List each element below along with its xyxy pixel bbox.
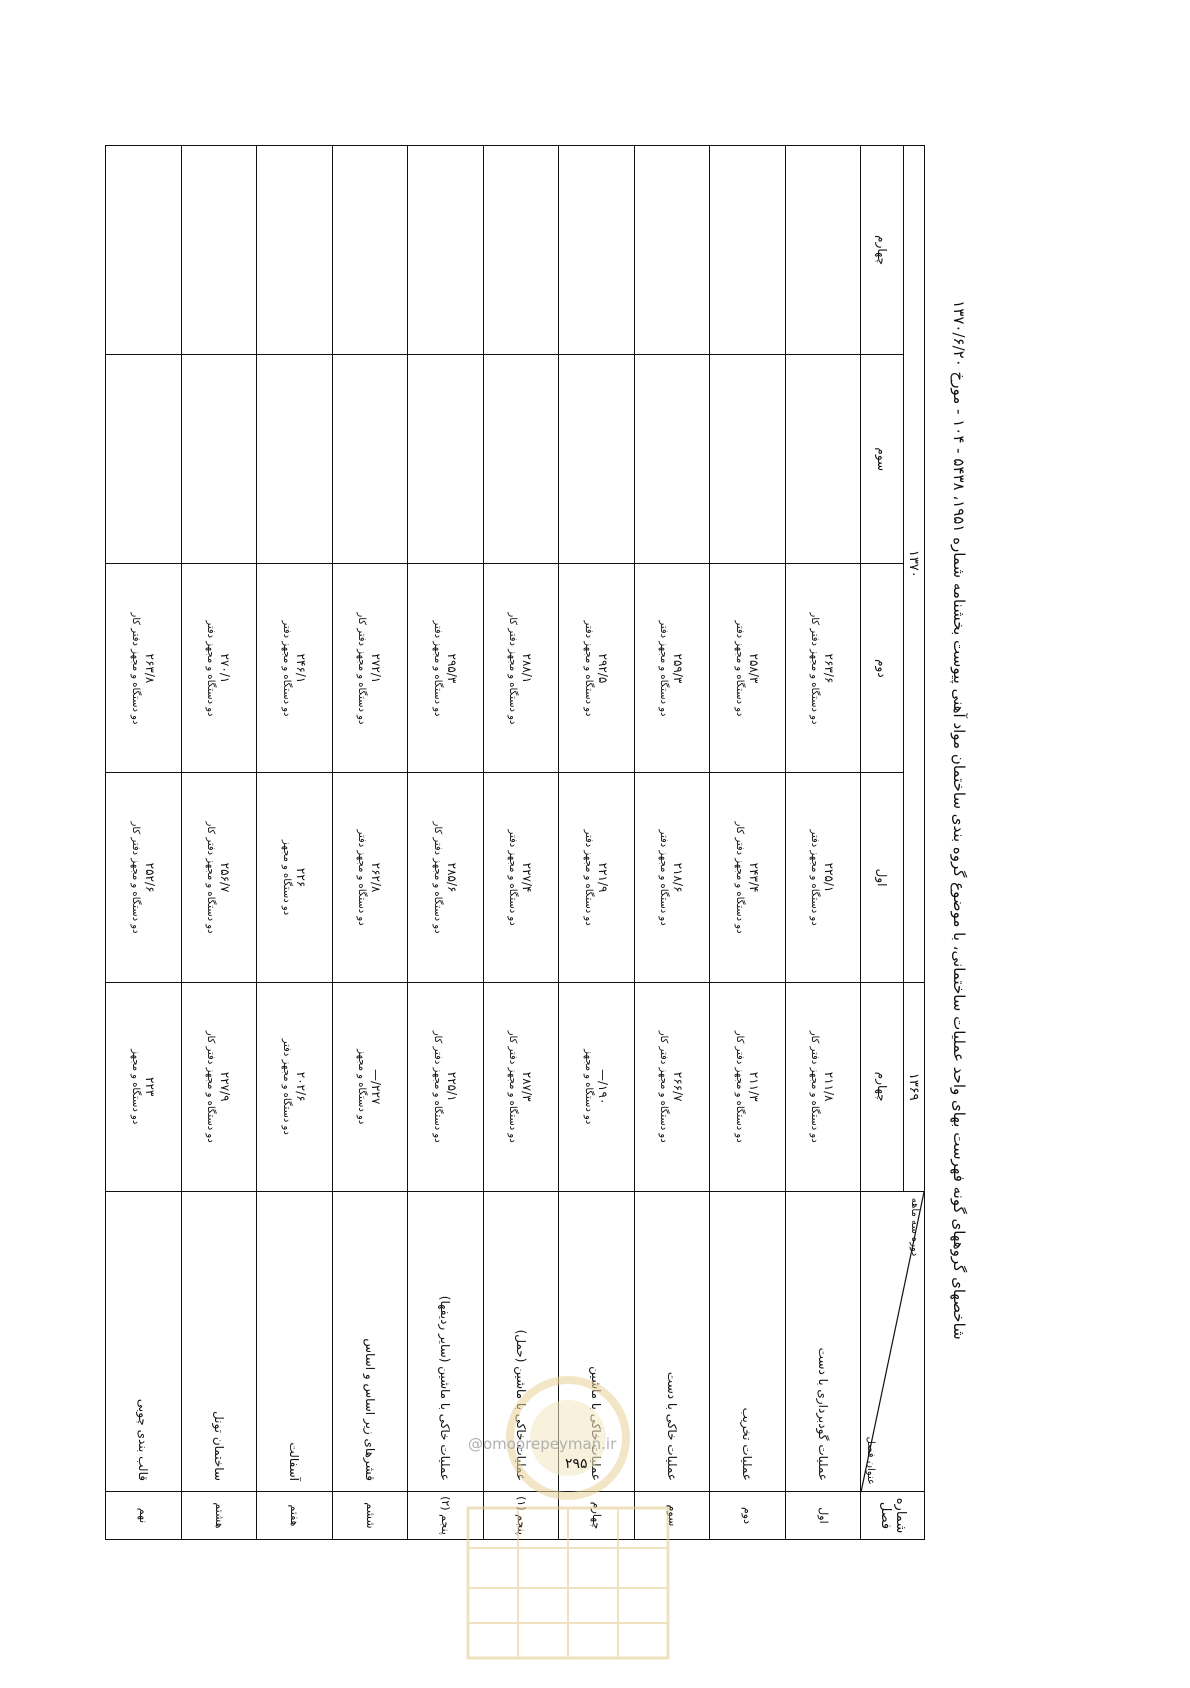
index-value: ۲۷۲/۱ xyxy=(369,653,384,684)
index-cell xyxy=(106,146,182,355)
quarter-header: چهارم xyxy=(861,982,904,1191)
index-note: دو دستگاه و مجهز دفتر کار xyxy=(205,1030,217,1143)
index-cell xyxy=(181,982,257,1191)
chapter-number: هفتم xyxy=(257,1491,333,1539)
diagonal-line xyxy=(861,1192,924,1491)
index-note: دو دستگاه و مجهز دفتر xyxy=(733,620,745,717)
index-note: دو دستگاه و مجهز دفتر xyxy=(280,620,292,717)
index-cell xyxy=(332,355,408,564)
table-row xyxy=(257,146,333,1540)
index-note: دو دستگاه و مجهز دفتر xyxy=(809,829,821,926)
index-value: ۲۸۵/۶ xyxy=(444,862,459,893)
chapter-number: چهارم xyxy=(559,1491,635,1539)
index-note: دو دستگاه و مجهز دفتر کار xyxy=(431,1030,443,1143)
index-cell xyxy=(408,146,484,355)
index-note: دو دستگاه و مجهز دفتر xyxy=(356,829,368,926)
index-cell xyxy=(257,355,333,564)
index-note: دو دستگاه و مجهز دفتر xyxy=(205,620,217,717)
index-cell xyxy=(785,355,861,564)
chapter-title: قالب بندی چوبی xyxy=(106,1191,182,1491)
index-note: دو دستگاه و مجهز دفتر کار xyxy=(507,612,519,725)
index-value: ۲۰۲/۶ xyxy=(293,1071,308,1102)
index-cell xyxy=(408,773,484,982)
index-value: ۲۲۷/— xyxy=(369,1069,384,1105)
index-value: ۲۲۷/۹ xyxy=(218,1071,233,1102)
index-note: دو دستگاه و مجهز دفتر کار xyxy=(205,821,217,934)
index-cell xyxy=(710,146,786,355)
index-cell xyxy=(785,146,861,355)
index-cell xyxy=(710,355,786,564)
table-row xyxy=(634,146,710,1540)
table-row xyxy=(106,146,182,1540)
table-row xyxy=(559,146,635,1540)
index-note: دو دستگاه و مجهز دفتر xyxy=(582,829,594,926)
index-value: ۲۹۵/۳ xyxy=(444,653,459,684)
index-note: دو دستگاه و مجهز دفتر کار xyxy=(809,612,821,725)
chapter-title: عملیات گودبرداری با دست xyxy=(785,1191,861,1491)
index-cell xyxy=(332,982,408,1191)
table-row xyxy=(181,146,257,1540)
index-value: ۲۲۳ xyxy=(142,1077,157,1097)
chapter-number: ششم xyxy=(332,1491,408,1539)
chapter-number: دوم xyxy=(710,1491,786,1539)
index-note: دو دستگاه و مجهز xyxy=(280,839,292,916)
index-value: ۲۴۳/۴ xyxy=(746,862,761,893)
index-note: دو دستگاه و مجهز دفتر کار xyxy=(507,1030,519,1143)
index-cell xyxy=(181,773,257,982)
index-note: دو دستگاه و مجهز دفتر کار xyxy=(431,821,443,934)
index-value: ۲۸۷/۳ xyxy=(520,1071,535,1102)
index-value: ۲۷۰/۱ xyxy=(218,653,233,684)
index-cell xyxy=(257,564,333,773)
index-cell xyxy=(634,146,710,355)
year-1369-label: ۱۳۶۹ xyxy=(906,1072,922,1101)
index-value: ۲۶۳/۸ xyxy=(142,653,157,684)
quarter-header: اول xyxy=(861,773,904,982)
watermark-logo xyxy=(448,1368,698,1688)
index-value: ۲۲۷/۴ xyxy=(520,862,535,893)
index-note: دو دستگاه و مجهز دفتر کار xyxy=(658,1030,670,1143)
index-cell xyxy=(634,773,710,982)
chapter-title: قشرهای زیر اساس و اساس xyxy=(332,1191,408,1491)
index-note: دو دستگاه و مجهز xyxy=(582,1049,594,1125)
index-cell xyxy=(106,564,182,773)
index-note: دو دستگاه و مجهز xyxy=(356,1049,368,1125)
index-cell xyxy=(483,355,559,564)
index-value: ۲۲۱/۹ xyxy=(595,862,610,893)
index-cell xyxy=(332,564,408,773)
index-cell xyxy=(559,564,635,773)
index-cell xyxy=(483,982,559,1191)
index-cell xyxy=(710,982,786,1191)
chapter-title: عملیات خاکی با دست xyxy=(634,1191,710,1491)
index-cell xyxy=(785,564,861,773)
chapter-number: پنجم (۲) xyxy=(408,1491,484,1539)
year-1369 xyxy=(903,982,924,1191)
index-cell xyxy=(785,773,861,982)
chapter-title: ساختمان تونل xyxy=(181,1191,257,1491)
document-title: شاخصهای گروههای گونه فهرست بهای واحد عملیات ساختمانی، با موضوع گروه بندی ساختمان مواد آهنی پیوست بخشنامه شماره ۱۹۵۱، ۵۴۳۸ - ۱۰۴ - مورخ ۱۳۷۰/۶/۲۰ xyxy=(950,300,968,1340)
index-cell xyxy=(257,146,333,355)
index-note: دو دستگاه و مجهز دفتر کار xyxy=(129,612,141,725)
chapter-title: عملیات خاکی با ماشین (سایر ردیفها) xyxy=(408,1191,484,1491)
table-row xyxy=(332,146,408,1540)
index-cell xyxy=(257,773,333,982)
index-value: ۲۶۳/۶ xyxy=(822,653,837,684)
year-row xyxy=(903,146,924,1540)
header-chapter-number-label: شماره فصل xyxy=(877,1497,908,1534)
index-value: ۲۵۸/۳ xyxy=(746,653,761,684)
index-cell xyxy=(408,982,484,1191)
index-value: ۲۵۲/۶ xyxy=(142,862,157,893)
index-value: ۲۶۶/۷ xyxy=(671,1071,686,1102)
quarter-header: دوم xyxy=(861,564,904,773)
index-note: دو دستگاه و مجهز دفتر xyxy=(280,1038,292,1135)
chapter-title: عملیات خاکی با ماشین (حمل) xyxy=(483,1191,559,1491)
index-value: ۲۹۲/۵ xyxy=(595,653,610,684)
quarter-header: سوم xyxy=(861,355,904,564)
chapter-number: هشتم xyxy=(181,1491,257,1539)
index-note: دو دستگاه و مجهز دفتر xyxy=(658,829,670,926)
quarter-header: چهارم xyxy=(861,146,904,355)
index-cell xyxy=(106,982,182,1191)
index-cell xyxy=(106,355,182,564)
index-table xyxy=(105,145,925,1540)
index-note: دو دستگاه و مجهز دفتر xyxy=(507,829,519,926)
index-cell xyxy=(785,982,861,1191)
index-cell xyxy=(634,564,710,773)
header-corner-period: دوره سه ماهه xyxy=(909,1197,920,1257)
chapter-number: اول xyxy=(785,1491,861,1539)
header-chapter-number xyxy=(861,1491,925,1539)
header-corner xyxy=(861,1191,925,1491)
index-value: ۲۱۱/۳ xyxy=(746,1071,761,1102)
index-cell xyxy=(181,355,257,564)
index-cell xyxy=(559,146,635,355)
index-cell xyxy=(257,982,333,1191)
index-cell xyxy=(559,773,635,982)
index-value: ۲۶۲/۸ xyxy=(369,862,384,893)
chapter-number: نهم xyxy=(106,1491,182,1539)
table-row xyxy=(785,146,861,1540)
index-note: دو دستگاه و مجهز دفتر کار xyxy=(129,821,141,934)
index-cell xyxy=(634,982,710,1191)
index-value: ۲۴۶/۱ xyxy=(293,653,308,684)
table-row xyxy=(483,146,559,1540)
index-value: ۲۱۱/۸ xyxy=(822,1071,837,1102)
index-cell xyxy=(408,564,484,773)
index-cell xyxy=(559,355,635,564)
index-note: دو دستگاه و مجهز xyxy=(129,1049,141,1125)
year-1370 xyxy=(903,146,924,983)
index-value: ۲۲۵/۱ xyxy=(822,862,837,893)
index-cell xyxy=(408,355,484,564)
chapter-title: آسفالت xyxy=(257,1191,333,1491)
index-value: ۲۲۵/۱ xyxy=(444,1071,459,1102)
chapter-number: سوم xyxy=(634,1491,710,1539)
index-note: دو دستگاه و مجهز دفتر کار xyxy=(733,1030,745,1143)
index-cell xyxy=(634,355,710,564)
index-cell xyxy=(559,982,635,1191)
index-value: ۲۲۶ xyxy=(293,867,308,888)
index-note: دو دستگاه و مجهز دفتر کار xyxy=(356,612,368,725)
index-cell xyxy=(483,773,559,982)
index-cell xyxy=(710,564,786,773)
index-note: دو دستگاه و مجهز دفتر xyxy=(431,620,443,717)
chapter-number: پنجم (۱) xyxy=(483,1491,559,1539)
table-row xyxy=(710,146,786,1540)
index-cell xyxy=(483,564,559,773)
year-1370-label: ۱۳۷۰ xyxy=(906,549,922,578)
index-cell xyxy=(332,146,408,355)
page-number: ۲۹۵ xyxy=(565,1456,588,1472)
index-cell xyxy=(710,773,786,982)
watermark-text: @omoorepeyman.ir xyxy=(468,1435,617,1453)
header-corner-title: عنوان فصل xyxy=(865,1436,877,1485)
index-cell xyxy=(181,146,257,355)
index-cell xyxy=(181,564,257,773)
index-note: دو دستگاه و مجهز دفتر xyxy=(582,620,594,717)
index-cell xyxy=(106,773,182,982)
index-cell xyxy=(332,773,408,982)
index-note: دو دستگاه و مجهز دفتر xyxy=(658,620,670,717)
index-value: ۲۱۸/۶ xyxy=(671,862,686,893)
table-body xyxy=(106,146,861,1540)
index-value: ۲۵۹/۳ xyxy=(671,653,686,684)
index-value: ۲۸۸/۱ xyxy=(520,653,535,684)
index-value: ۲۵۶/۷ xyxy=(218,862,233,893)
index-note: دو دستگاه و مجهز دفتر کار xyxy=(733,821,745,934)
chapter-title: عملیات تخریب xyxy=(710,1191,786,1491)
index-note: دو دستگاه و مجهز دفتر کار xyxy=(809,1030,821,1143)
table-row xyxy=(408,146,484,1540)
index-cell xyxy=(483,146,559,355)
index-value: ۱۹۰/— xyxy=(595,1069,610,1105)
